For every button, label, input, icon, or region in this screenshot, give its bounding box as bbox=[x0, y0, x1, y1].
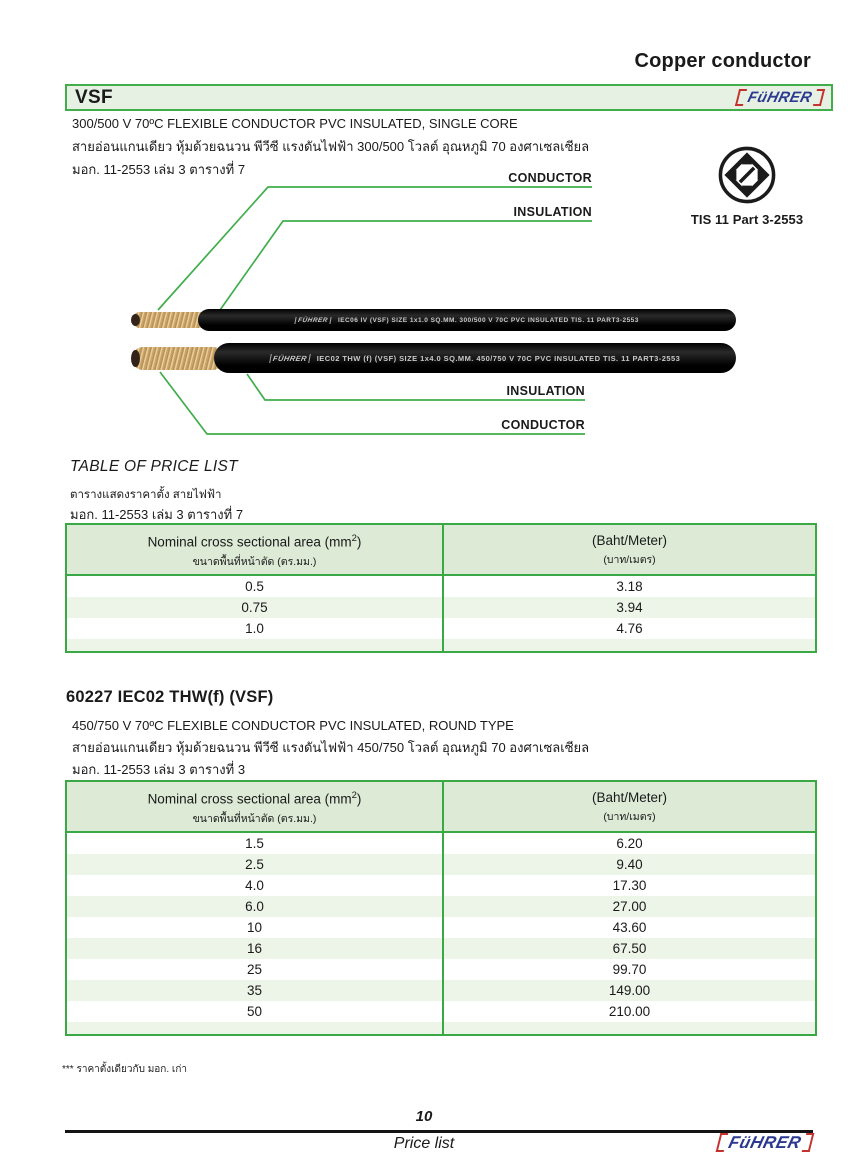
size-cell: 4.0 bbox=[66, 875, 443, 896]
standard-line-th: มอก. 11-2553 เล่ม 3 ตารางที่ 7 bbox=[72, 162, 246, 177]
column-header-price: (Baht/Meter) (บาท/เมตร) bbox=[443, 781, 816, 832]
spec-line-en: 450/750 V 70ºC FLEXIBLE CONDUCTOR PVC INSULATED, ROUND TYPE bbox=[72, 718, 514, 733]
price-table-vsf bbox=[65, 523, 817, 653]
table-row bbox=[66, 980, 816, 1001]
size-cell: 0.75 bbox=[66, 597, 443, 618]
price-list-standard-th: มอก. 11-2553 เล่ม 3 ตารางที่ 7 bbox=[70, 507, 244, 522]
label-insulation-top: INSULATION bbox=[513, 205, 592, 219]
price-cell: 6.20 bbox=[616, 835, 643, 851]
filler-row bbox=[66, 639, 816, 652]
spec-line-en: 300/500 V 70ºC FLEXIBLE CONDUCTOR PVC INSULATED, SINGLE CORE bbox=[72, 116, 518, 131]
table-row bbox=[66, 875, 816, 896]
column-header-area: Nominal cross sectional area $(mm^2)$ ขนาดพื้นที่หน้าตัด (ตร.มม.) bbox=[66, 524, 443, 575]
fuhrer-logo bbox=[716, 1133, 815, 1152]
logo-text: FüHRER bbox=[746, 89, 815, 106]
section-title: VSF bbox=[75, 86, 113, 108]
section-header-vsf bbox=[65, 84, 833, 111]
fuhrer-logo bbox=[735, 89, 825, 106]
size-cell: 16 bbox=[66, 938, 443, 959]
size-cell: 6.0 bbox=[66, 896, 443, 917]
filler-row bbox=[66, 1022, 816, 1035]
price-table-iec02 bbox=[65, 780, 817, 1036]
cable1-insulation bbox=[198, 309, 736, 331]
size-cell: 35 bbox=[66, 980, 443, 1001]
cable-brand-mark: FÜHRER bbox=[295, 317, 332, 324]
tis-mark-icon bbox=[716, 144, 778, 206]
table-row bbox=[66, 896, 816, 917]
footnote-th: *** ราคาตั้งเดียวกับ มอก. เก่า bbox=[62, 1064, 187, 1075]
price-cell: 43.60 bbox=[612, 919, 647, 935]
footer-brand bbox=[718, 1133, 812, 1157]
tis-certification bbox=[681, 144, 813, 227]
price-cell: 67.50 bbox=[612, 940, 647, 956]
page-title: Copper conductor bbox=[634, 50, 811, 72]
standard-line-th: มอก. 11-2553 เล่ม 3 ตารางที่ 3 bbox=[72, 762, 246, 777]
filler-cell bbox=[66, 1022, 443, 1035]
cable1-copper-strands bbox=[132, 312, 208, 328]
cable1-print: FÜHRER IEC06 IV (VSF) SIZE 1x1.0 SQ.MM. 300/500 V 70C PVC INSULATED TIS. 11 PART3-2553 bbox=[295, 317, 639, 324]
price-cell: 4.76 bbox=[616, 620, 643, 636]
price-cell: 3.18 bbox=[616, 578, 643, 594]
price-list-subtitle-th: ตารางแสดงราคาตั้ง สายไฟฟ้า bbox=[70, 489, 222, 501]
table-row bbox=[66, 1001, 816, 1022]
price-cell: 210.00 bbox=[608, 1003, 651, 1019]
table-row bbox=[66, 938, 816, 959]
price-cell: 17.30 bbox=[612, 877, 647, 893]
label-conductor-bottom: CONDUCTOR bbox=[501, 418, 585, 432]
table-row bbox=[66, 854, 816, 875]
filler-cell bbox=[66, 639, 443, 652]
size-cell: 1.5 bbox=[66, 832, 443, 854]
table-row bbox=[66, 575, 816, 597]
price-cell: 27.00 bbox=[612, 898, 647, 914]
table-row bbox=[66, 917, 816, 938]
price-list-title: TABLE OF PRICE LIST bbox=[70, 458, 238, 475]
table-row bbox=[66, 832, 816, 854]
spec-line-th: สายอ่อนแกนเดียว หุ้มด้วยฉนวน พีวีซี แรงดันไฟฟ้า 450/750 โวลต์ อุณหภูมิ 70 องศาเซลเซียล bbox=[72, 740, 590, 755]
filler-cell bbox=[443, 639, 816, 652]
price-cell: 9.40 bbox=[616, 856, 643, 872]
table-row bbox=[66, 618, 816, 639]
column-header-price: (Baht/Meter) (บาท/เมตร) bbox=[443, 524, 816, 575]
cable2-copper-strands bbox=[132, 347, 224, 370]
spec-line-th: สายอ่อนแกนเดียว หุ้มด้วยฉนวน พีวีซี แรงดันไฟฟ้า 300/500 โวลต์ อุณหภูมิ 70 องศาเซลเซียล bbox=[72, 139, 590, 154]
column-header-area: Nominal cross sectional area $(mm^2)$ ขนาดพื้นที่หน้าตัด (ตร.มม.) bbox=[66, 781, 443, 832]
label-insulation-bottom: INSULATION bbox=[506, 384, 585, 398]
size-cell: 2.5 bbox=[66, 854, 443, 875]
label-conductor-top: CONDUCTOR bbox=[508, 171, 592, 185]
footer-divider bbox=[65, 1130, 813, 1133]
size-cell: 10 bbox=[66, 917, 443, 938]
table-row bbox=[66, 597, 816, 618]
size-cell: 1.0 bbox=[66, 618, 443, 639]
price-cell: 149.00 bbox=[608, 982, 651, 998]
tis-label: TIS 11 Part 3-2553 bbox=[690, 212, 804, 227]
filler-cell bbox=[443, 1022, 816, 1035]
cable2-print: FÜHRER IEC02 THW (f) (VSF) SIZE 1x4.0 SQ.MM. 450/750 V 70C PVC INSULATED TIS. 11 PART3-2553 bbox=[270, 354, 680, 363]
table-row bbox=[66, 959, 816, 980]
size-cell: 0.5 bbox=[66, 575, 443, 597]
price-cell: 3.94 bbox=[616, 599, 643, 615]
price-cell: 99.70 bbox=[612, 961, 647, 977]
size-cell: 25 bbox=[66, 959, 443, 980]
section-iec02 bbox=[66, 688, 589, 781]
footer-label: Price list bbox=[393, 1135, 455, 1152]
cable-brand-mark: FÜHRER bbox=[269, 354, 311, 363]
section-title: 60227 IEC02 THW(f) (VSF) bbox=[66, 688, 274, 706]
size-cell: 50 bbox=[66, 1001, 443, 1022]
cable2-insulation bbox=[214, 343, 736, 373]
logo-text: FüHRER bbox=[726, 1133, 804, 1152]
page-number: 10 bbox=[415, 1108, 433, 1125]
